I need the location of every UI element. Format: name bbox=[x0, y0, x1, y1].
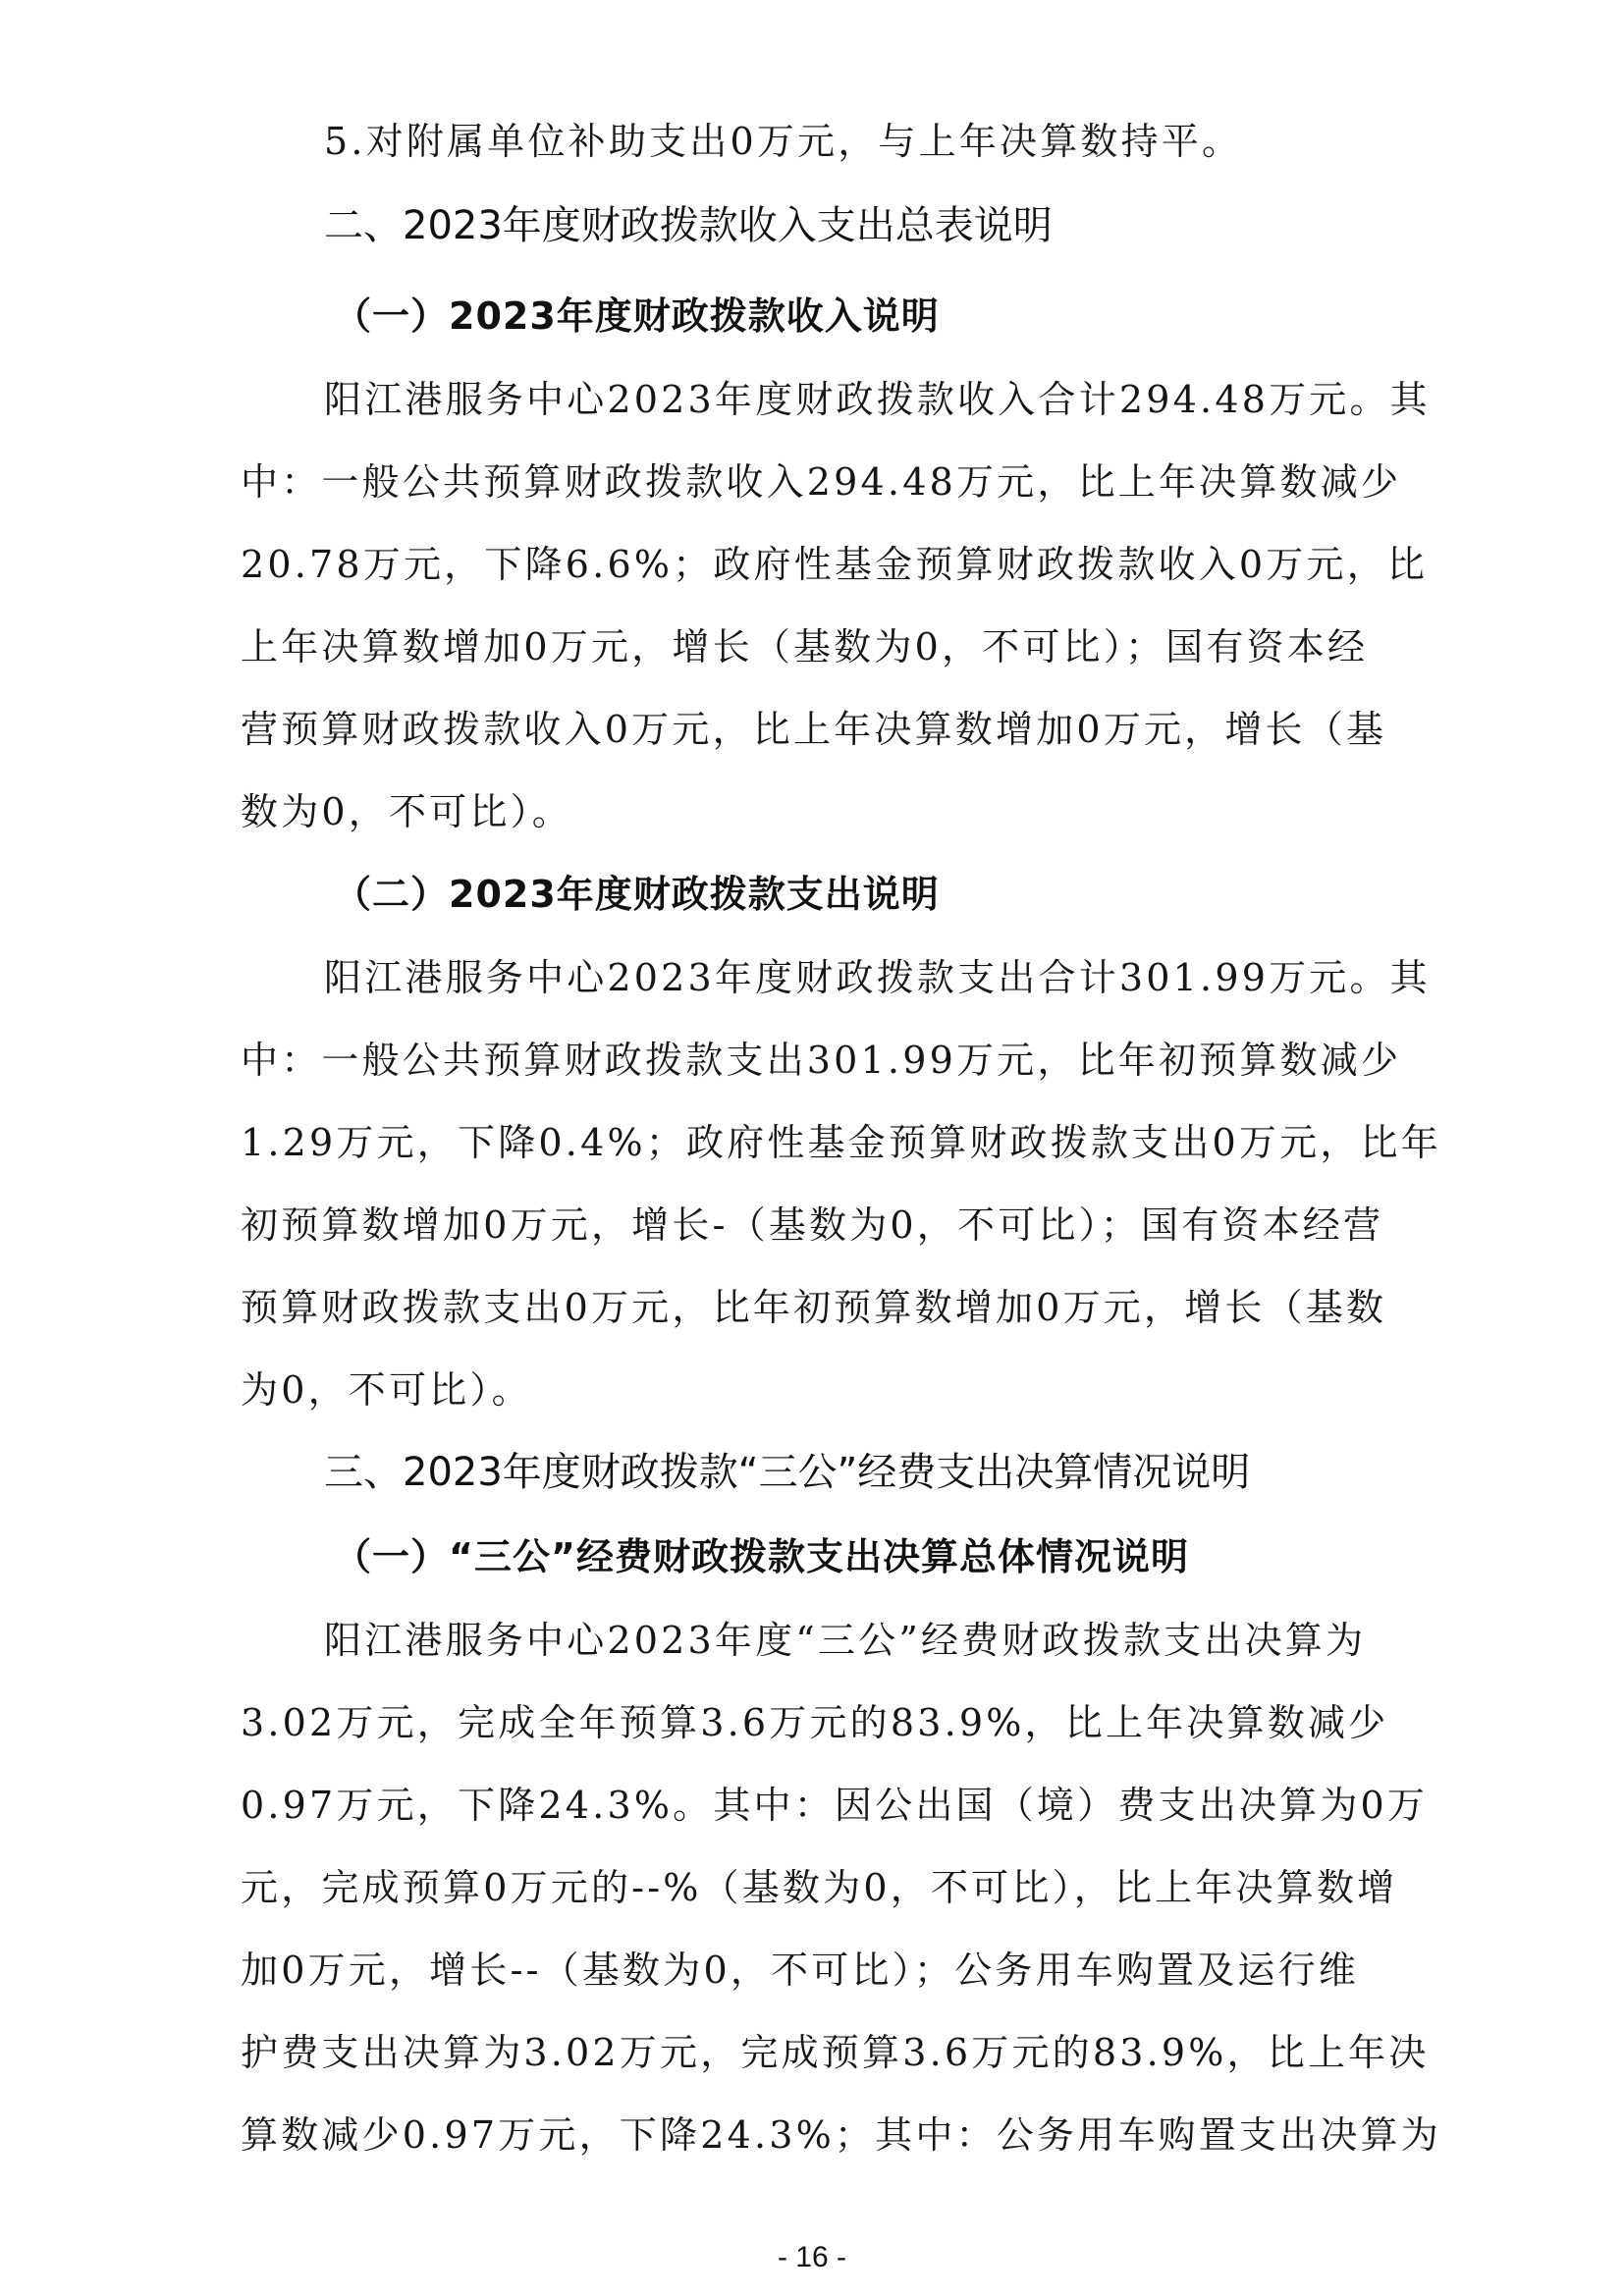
section-heading-3: 三、2023年度财政拨款“三公”经费支出决算情况说明 bbox=[324, 1450, 1251, 1495]
page-number: - 16 - bbox=[777, 2241, 847, 2273]
section-heading-2: 二、2023年度财政拨款收入支出总表说明 bbox=[324, 203, 1053, 248]
paragraph-line: 数为0，不可比）。 bbox=[241, 790, 572, 833]
paragraph-line: 3.02万元，完成全年预算3.6万元的83.9%，比上年决算数减少 bbox=[241, 1701, 1389, 1744]
paragraph-line: 为0，不可比）。 bbox=[241, 1368, 532, 1412]
paragraph-line: 算数减少0.97万元，下降24.3%；其中：公务用车购置支出决算为 bbox=[241, 2113, 1441, 2157]
subsection-heading-expenditure: （二）2023年度财政拨款支出说明 bbox=[334, 873, 940, 916]
paragraph-line: 上年决算数增加0万元，增长（基数为0，不可比）；国有资本经 bbox=[241, 625, 1369, 668]
paragraph-line: 元，完成预算0万元的--%（基数为0，不可比），比上年决算数增 bbox=[241, 1866, 1398, 1909]
paragraph-line: 1.29万元，下降0.4%；政府性基金预算财政拨款支出0万元，比年 bbox=[241, 1121, 1441, 1164]
paragraph-line: 阳江港服务中心2023年度“三公”经费财政拨款支出决算为 bbox=[324, 1619, 1367, 1662]
paragraph-line: 初预算数增加0万元，增长-（基数为0，不可比）；国有资本经营 bbox=[241, 1203, 1384, 1247]
subsection-heading-three-public: （一）“三公”经费财政拨款支出决算总体情况说明 bbox=[334, 1535, 1189, 1578]
paragraph-line-subsidy-item: 5.对附属单位补助支出0万元，与上年决算数持平。 bbox=[324, 120, 1243, 163]
paragraph-line: 中：一般公共预算财政拨款支出301.99万元，比年初预算数减少 bbox=[241, 1039, 1402, 1082]
paragraph-line: 加0万元，增长--（基数为0，不可比）；公务用车购置及运行维 bbox=[241, 1949, 1360, 1992]
paragraph-line: 护费支出决算为3.02万元，完成预算3.6万元的83.9%，比上年决 bbox=[241, 2031, 1430, 2074]
paragraph-line: 中：一般公共预算财政拨款收入294.48万元，比上年决算数减少 bbox=[241, 460, 1402, 504]
subsection-heading-income: （一）2023年度财政拨款收入说明 bbox=[334, 294, 940, 338]
paragraph-line: 20.78万元，下降6.6%；政府性基金预算财政拨款收入0万元，比 bbox=[241, 543, 1429, 586]
paragraph-line: 营预算财政拨款收入0万元，比上年决算数增加0万元，增长（基 bbox=[241, 708, 1387, 751]
paragraph-line: 预算财政拨款支出0万元，比年初预算数增加0万元，增长（基数 bbox=[241, 1286, 1387, 1329]
paragraph-line: 0.97万元，下降24.3%。其中：因公出国（境）费支出决算为0万 bbox=[241, 1784, 1429, 1827]
paragraph-line: 阳江港服务中心2023年度财政拨款支出合计301.99万元。其 bbox=[324, 956, 1431, 999]
paragraph-line: 阳江港服务中心2023年度财政拨款收入合计294.48万元。其 bbox=[324, 378, 1431, 421]
